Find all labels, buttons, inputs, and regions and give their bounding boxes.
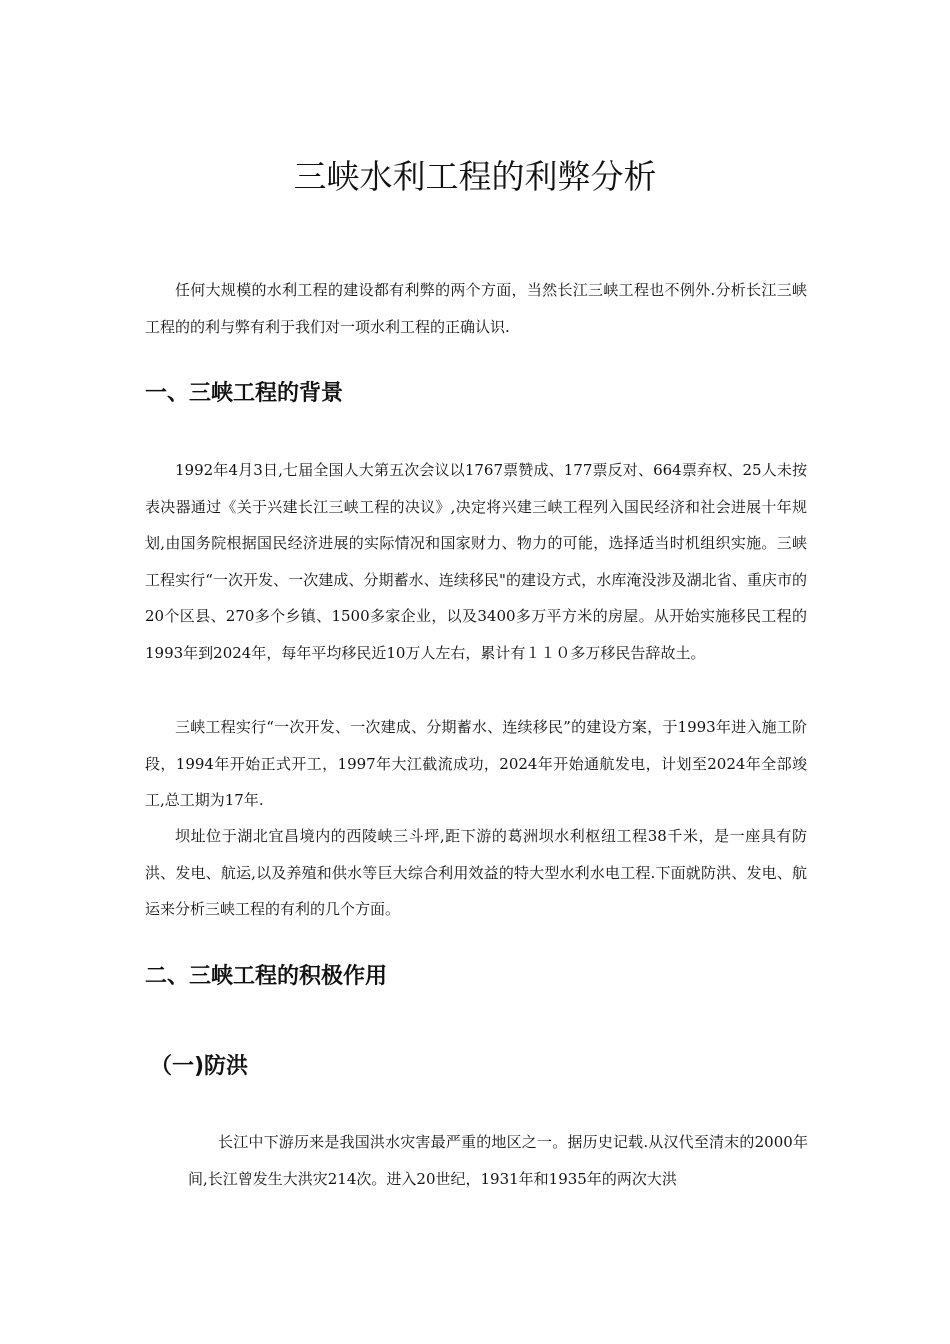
background-paragraph-2: 三峡工程实行“一次开发、一次建成、分期蓄水、连续移民”的建设方案，于1993年进入施工阶段，1994年开始正式开工，1997年大江截流成功，2024年开始通航发电，计划至2024年全部竣工,总工期为17年. (145, 718, 807, 810)
section-heading-background: 一、三峡工程的背景 (145, 381, 344, 406)
background-paragraph-3: 坝址位于湖北宜昌境内的西陵峡三斗坪,距下游的葛洲坝水利枢纽工程38千米，是一座具有防洪、发电、航运,以及养殖和供水等巨大综合利用效益的特大型水利水电工程.下面就防洪、发电、航运来分析三峡工程的有利的几个方面。 (145, 827, 807, 919)
background-paragraph-1: 1992年4月3日,七届全国人大第五次会议以1767票赞成、177票反对、664票弃权、25人未按表决器通过《关于兴建长江三峡工程的决议》,决定将兴建三峡工程列入国民经济和社会进展十年规划,由国务院根据国民经济进展的实际情况和国家财力、物力的可能，选择适当时机组织实施。三峡工程实行“一次开发、一次建成、分期蓄水、连续移民"的建设方式，水库淹没涉及湖北省、重庆市的20个区县、270多个乡镇、1500多家企业，以及3400多万平方米的房屋。从开始实施移民工程的1993年到2024年，每年平均移民近10万人左右，累计有１１０多万移民告辞故土。 (145, 461, 807, 662)
intro-paragraph: 任何大规模的水利工程的建设都有利弊的两个方面，当然长江三峡工程也不例外.分析长江三峡工程的的利与弊有利于我们对一项水利工程的正确认识. (145, 281, 807, 336)
flood-control-paragraph: 长江中下游历来是我国洪水灾害最严重的地区之一。据历史记载.从汉代至清末的2000年间,长江曾发生大洪灾214次。进入20世纪，1931年和1935年的两次大洪 (188, 1133, 808, 1188)
section-heading-positive-effects: 二、三峡工程的积极作用 (145, 964, 388, 989)
subsection-heading-flood-control: （一)防洪 (150, 1054, 249, 1079)
document-title: 三峡水利工程的利弊分析 (293, 157, 657, 196)
